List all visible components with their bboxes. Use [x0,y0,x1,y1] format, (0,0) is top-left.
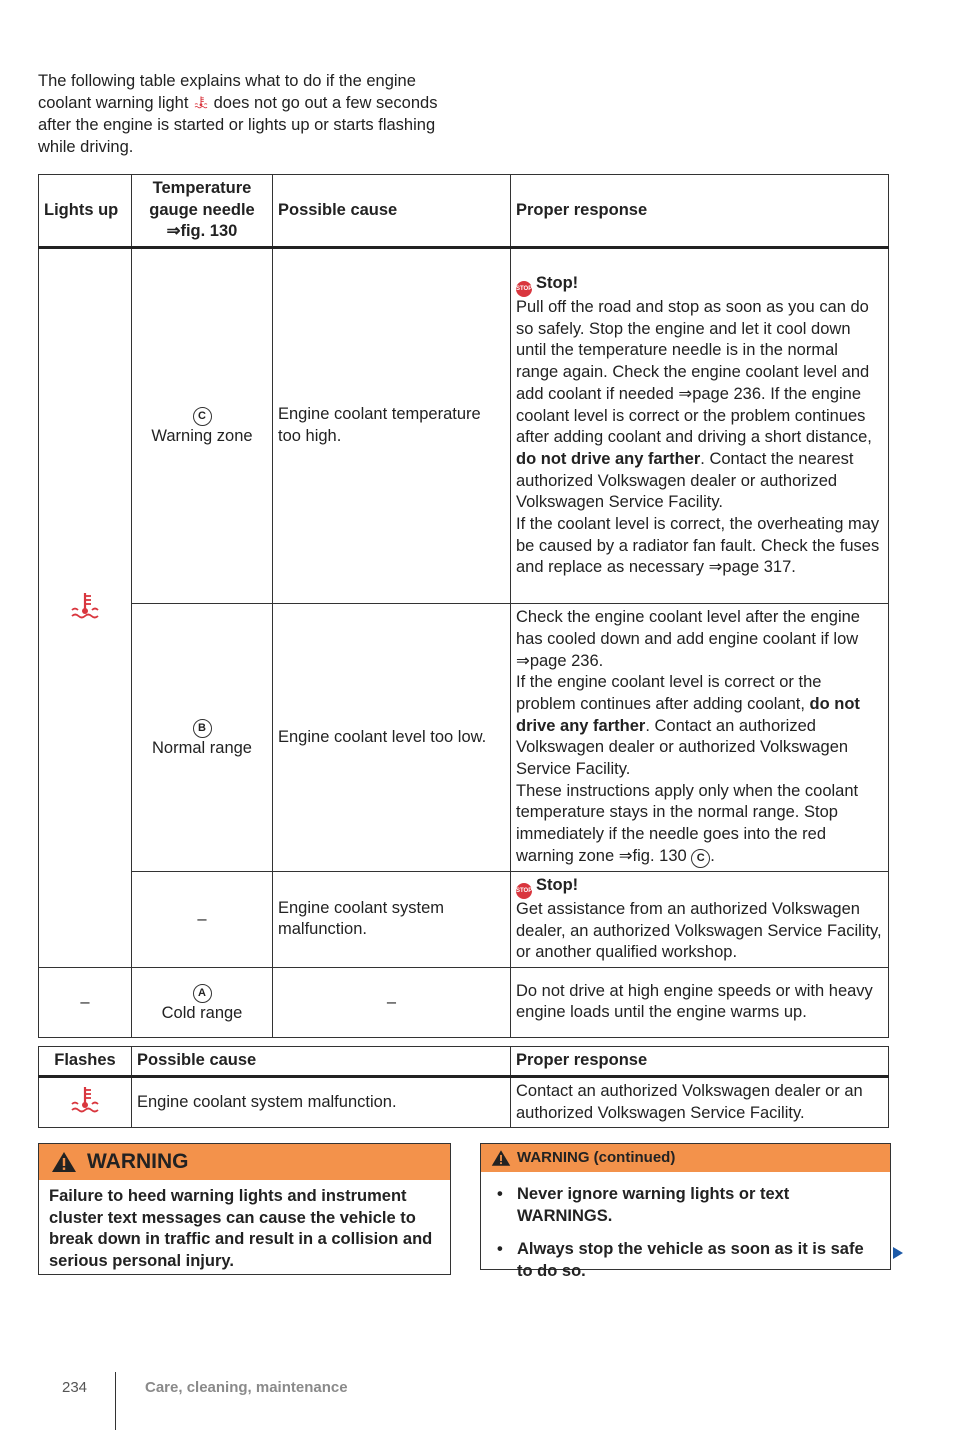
footer-divider [115,1372,116,1430]
warning-triangle-icon [491,1150,511,1167]
response-text: If the engine coolant level is correct or the problem continues after adding coolant, [516,673,822,713]
table-row-warning [39,248,889,604]
intro-text-2: does not go out a few seconds after the engine is started or lights up or starts flashing while driving. [38,94,438,156]
header-cause: Possible cause [273,175,511,248]
response-cell [511,248,889,604]
stop-label: Stop! [536,274,579,293]
coolant-icon-cell [39,1077,132,1128]
warning-title: WARNING (continued) [517,1149,676,1166]
header-flashes: Flashes [39,1047,132,1077]
zone-c-icon: C [691,849,710,868]
lights-up-table [38,174,889,1038]
header-response: Proper response [511,1047,889,1077]
table-row [39,1077,889,1128]
zone-label: Cold range [161,1003,243,1022]
cause-cell: – [273,967,511,1037]
response-bold: do not drive any farther [516,449,701,468]
zone-a-icon: A [193,984,212,1003]
response-text: . [710,846,715,865]
coolant-icon-cell [39,248,132,968]
table-row-cold [39,967,889,1037]
response-cell [511,871,889,967]
list-item: • Never ignore warning lights or text WARNINGS. [491,1184,880,1227]
gauge-normal-range [132,604,273,872]
zone-c-icon: C [193,407,212,426]
response-cell: Do not drive at high engine speeds or with heavy engine loads until the engine warms up. [511,967,889,1037]
cause-cell: Engine coolant system malfunction. [273,871,511,967]
header-gauge [132,175,273,248]
response-cell: Contact an authorized Volkswagen dealer or an authorized Volkswagen Service Facility. [511,1077,889,1128]
coolant-warning-icon [70,1084,100,1114]
warning-title: WARNING [87,1150,189,1173]
warning-text: Failure to heed warning lights and instrument cluster text messages can cause the vehicle to break down in traffic and result in a collision and serious personal injury. [49,1187,433,1270]
zone-label: Warning zone [151,427,253,446]
header-gauge-label: Temperature gauge needle [149,179,255,219]
fig-ref-link[interactable]: ⇒fig. 130 [166,222,238,241]
response-text: Check the engine coolant level after the engine has cooled down and add engine coolant if low ⇒page 236. [516,608,860,670]
response-text: Get assistance from an authorized Volkswagen dealer, an authorized Volkswagen Service Facility, or another qualified workshop. [516,899,882,962]
stop-icon: STOP [516,281,532,297]
gauge-cold-range [132,967,273,1037]
header-cause: Possible cause [132,1047,511,1077]
section-title: Care, cleaning, maintenance [145,1379,348,1396]
continue-arrow-icon [893,1247,903,1259]
warning-header [481,1144,890,1172]
response-bold: do not drive any farther [516,694,860,735]
response-text: If the coolant level is correct, the overheating may be caused by a radiator fan fault. Check the fuses and replace as necessary ⇒page 317. [516,515,880,577]
warning-continued-box [480,1143,891,1280]
zone-label: Normal range [152,738,252,757]
cause-cell: Engine coolant temperature too high. [273,248,511,604]
response-text: These instructions apply only when the coolant temperature stays in the normal range. Stop immediately if the needle goes into the red warning zone ⇒fig. 130 [516,781,859,865]
table-row-normal [39,604,889,872]
cause-cell: Engine coolant system malfunction. [132,1077,511,1128]
stop-label: Stop! [536,875,579,894]
response-text: . Contact an authorized Volkswagen dealer or authorized Volkswagen Service Facility. [516,716,849,779]
coolant-warning-icon [70,590,100,620]
response-text: . Contact the nearest authorized Volkswagen dealer or authorized Volkswagen Service Facility. [516,449,854,512]
warning-box [38,1143,451,1275]
cause-cell: Engine coolant level too low. [273,604,511,872]
page-number: 234 [62,1379,88,1396]
warning-list [481,1172,890,1300]
list-item: • Always stop the vehicle as soon as it is safe to do so. [491,1239,880,1282]
coolant-warning-icon [193,95,209,109]
warning-header [39,1144,450,1180]
zone-b-icon: B [193,719,212,738]
header-lights-up: Lights up [39,175,132,248]
header-response: Proper response [511,175,889,248]
flashes-table [38,1046,889,1128]
lights-none: – [39,967,132,1037]
stop-icon: STOP [516,883,532,899]
warning-triangle-icon [51,1151,77,1173]
table-row-malfunction [39,871,889,967]
intro-paragraph [38,70,458,158]
response-cell [511,604,889,872]
response-text: Pull off the road and stop as soon as you can do so safely. Stop the engine and let it cool down until the temperature needle is in the normal range again. Check the engine coolant level and add coolant if needed ⇒page 236. If the engine coolant level is correct or the problem continues after adding coolant and driving a short distance, [516,298,872,447]
gauge-none: – [132,871,273,967]
gauge-warning-zone [132,248,273,604]
intro-text-1: The following table explains what to do if the engine coolant warning light [38,72,416,112]
